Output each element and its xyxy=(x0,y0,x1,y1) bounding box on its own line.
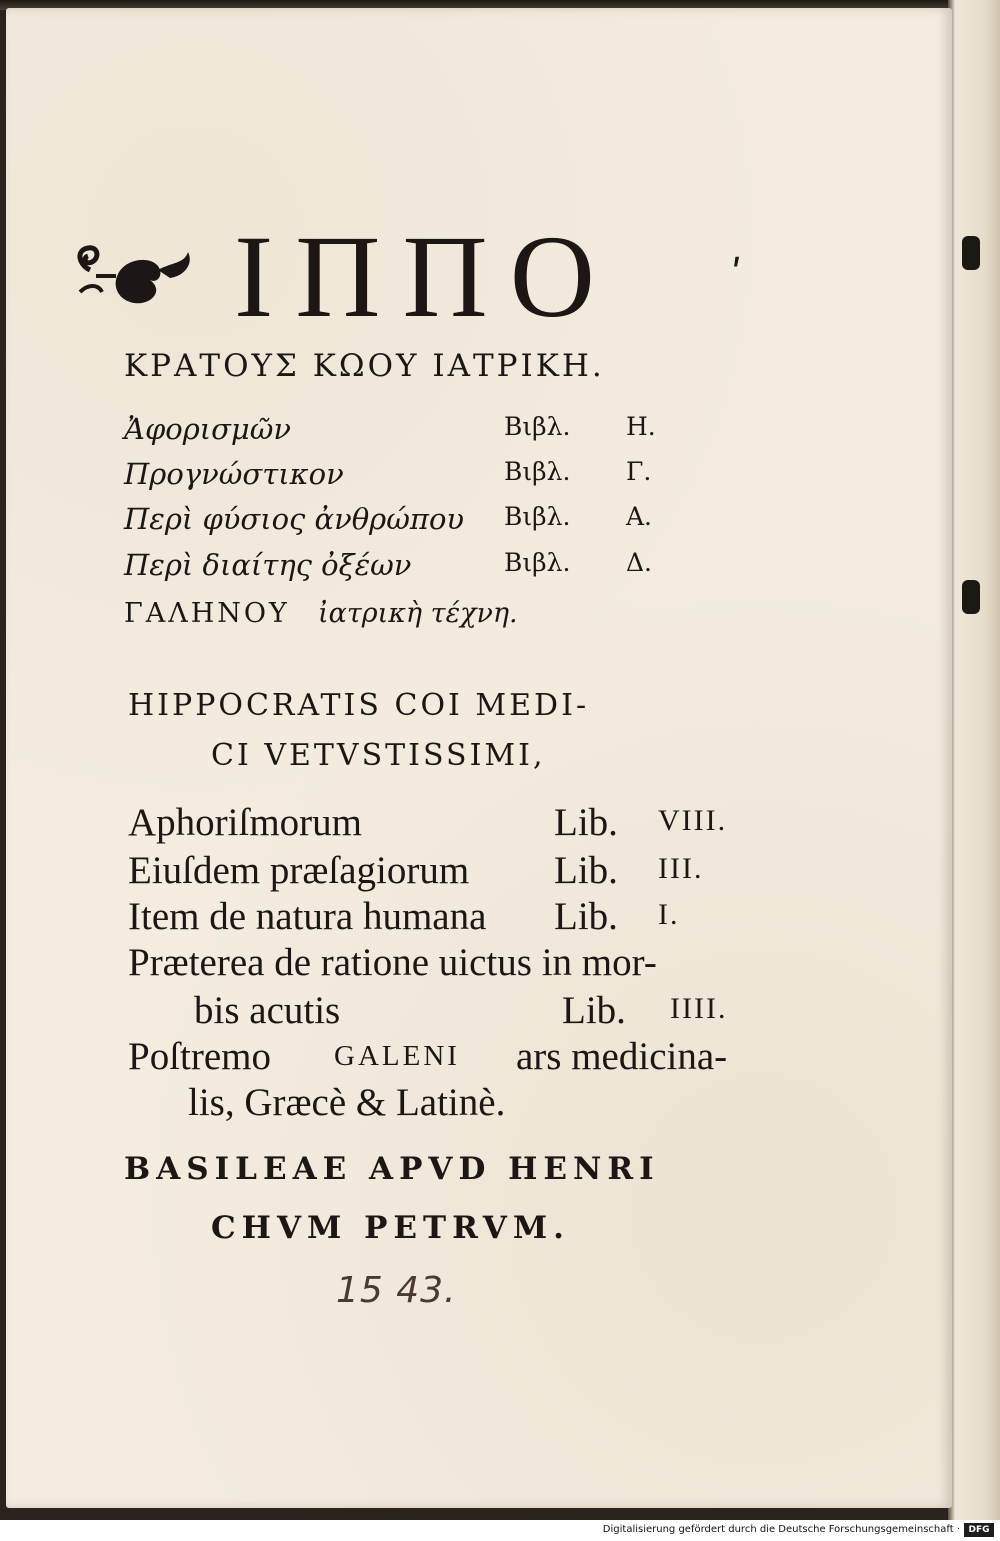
greek-book-count: Η. xyxy=(626,412,656,441)
digitization-credit: Digitalisierung gefördert durch die Deutsche Forschungsgemeinschaft · xyxy=(602,1524,960,1535)
greek-book-label: Βιβλ. xyxy=(504,412,571,441)
binding-right-edge xyxy=(948,0,1000,1520)
latin-line-praeterea: Præterea de ratione uictus in mor- xyxy=(128,941,657,984)
greek-work-name: Προγνώστικον xyxy=(124,457,344,491)
latin-line-ars-medicina: ars medicina- xyxy=(516,1035,728,1078)
latin-work-name: Aphoriſmorum xyxy=(128,801,362,844)
latin-book-count: VIII. xyxy=(658,804,728,837)
latin-book-count: III. xyxy=(658,852,704,885)
greek-work-name: Περὶ διαίτης ὀξέων xyxy=(124,548,412,582)
latin-line-graece-latine: lis, Græcè & Latinè. xyxy=(188,1081,506,1124)
latin-title-line-1: HIPPOCRATIS COI MEDI- xyxy=(128,688,590,723)
clasp-peg-lower xyxy=(962,580,980,614)
greek-title-accent: ʹ xyxy=(731,253,743,299)
imprint-line-2: CHVM PETRVM. xyxy=(211,1210,570,1246)
latin-book-count: IIII. xyxy=(670,992,728,1025)
handwritten-year: 15 43. xyxy=(336,1270,457,1311)
latin-work-name: Item de natura humana xyxy=(128,895,487,938)
latin-book-count: I. xyxy=(658,898,680,931)
latin-galen-name: GALENI xyxy=(334,1040,460,1072)
greek-work-name: Ἀφορισμῶν xyxy=(124,412,292,446)
latin-work-name: bis acutis xyxy=(194,989,341,1032)
latin-book-label: Lib. xyxy=(554,895,618,938)
latin-book-label: Lib. xyxy=(554,849,618,892)
latin-line-postremo: Poſtremo xyxy=(128,1035,271,1078)
clasp-peg-upper xyxy=(962,236,980,270)
imprint-line-1: BASILEAE APVD HENRI xyxy=(124,1151,660,1187)
latin-title-line-2: CI VETVSTISSIMI, xyxy=(211,738,546,773)
title-page xyxy=(6,8,952,1508)
greek-book-label: Βιβλ. xyxy=(504,548,571,577)
greek-galen-work: ἰατρικὴ τέχνη. xyxy=(318,598,518,629)
latin-book-label: Lib. xyxy=(562,989,626,1032)
latin-work-name: Eiuſdem præſagiorum xyxy=(128,849,470,892)
dfg-logo: DFG xyxy=(964,1523,994,1537)
latin-book-label: Lib. xyxy=(554,801,618,844)
greek-book-count: Α. xyxy=(626,502,653,531)
greek-title-line: ΚΡΑΤΟΥΣ ΚΩΟΥ ΙΑΤΡΙΚΗ. xyxy=(124,348,605,384)
greek-book-count: Δ. xyxy=(626,548,653,577)
greek-book-count: Γ. xyxy=(626,457,652,486)
greek-book-label: Βιβλ. xyxy=(504,502,571,531)
greek-work-name: Περὶ φύσιος ἀνθρώπου xyxy=(124,502,465,536)
fleuron-ornament-icon xyxy=(72,240,204,310)
greek-galen-name: ΓΑΛΗΝΟΥ xyxy=(124,598,290,629)
greek-title-large: ΙΠΠΟ xyxy=(234,211,617,342)
greek-book-label: Βιβλ. xyxy=(504,457,571,486)
